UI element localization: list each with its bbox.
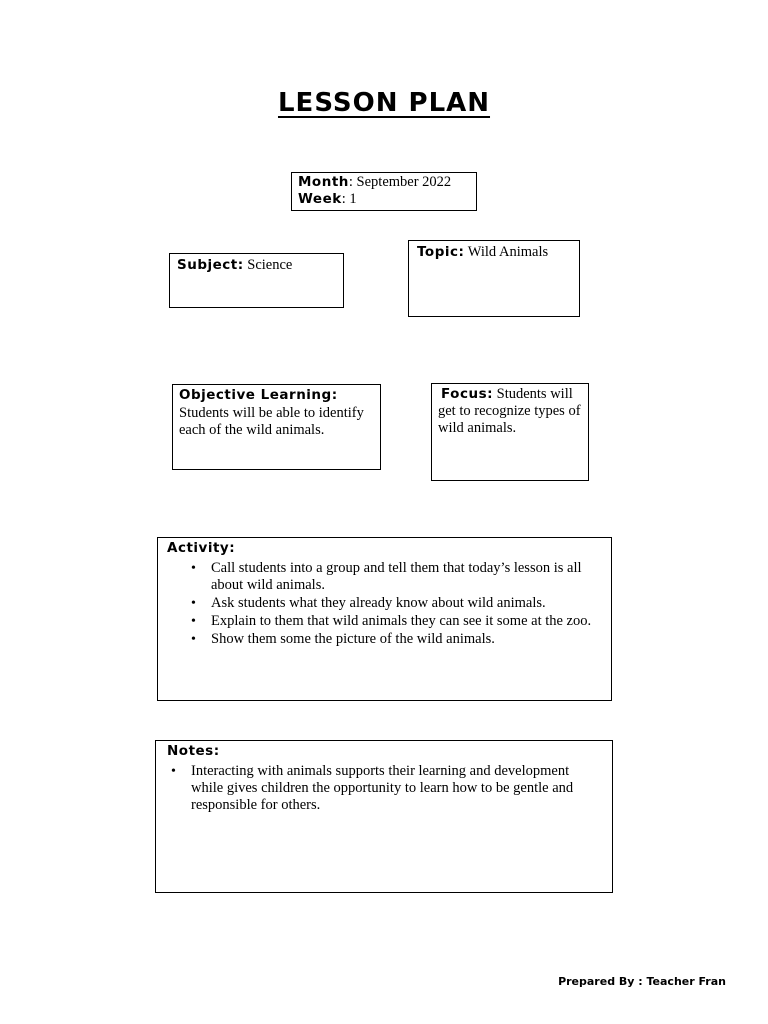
topic-label: Topic: [417, 244, 465, 260]
notes-label: Notes: [167, 743, 220, 759]
activity-item: • Explain to them that wild animals they can see it some at the zoo. [187, 613, 602, 630]
page-title-text: LESSON PLAN [277, 88, 491, 118]
notes-item: • Interacting with animals supports their learning and development while gives children the opportunity to learn how to be gentle and responsible for others. [167, 763, 601, 814]
activity-label: Activity: [167, 540, 236, 556]
month-line [298, 174, 470, 191]
subject-label: Subject: [177, 257, 244, 273]
subject-value: Science [243, 257, 293, 273]
month-label: Month [298, 174, 349, 190]
week-line [298, 191, 470, 208]
objective-box [172, 384, 381, 470]
topic-value: Wild Animals [464, 244, 549, 260]
subject-box [169, 253, 344, 308]
notes-list [167, 763, 601, 814]
page-title [0, 88, 768, 118]
week-value: : 1 [341, 191, 357, 207]
notes-box [155, 740, 613, 893]
activity-box [157, 537, 612, 701]
month-value: : September 2022 [348, 174, 452, 190]
topic-box [408, 240, 580, 317]
focus-label: Focus: [441, 386, 493, 402]
activity-list [187, 560, 602, 648]
month-week-box [291, 172, 477, 211]
focus-text: Students will get to recognize types of wild animals. [438, 386, 581, 436]
focus-box [431, 383, 589, 481]
activity-item: • Ask students what they already know about wild animals. [187, 595, 602, 612]
activity-item: • Show them some the picture of the wild animals. [187, 631, 602, 648]
objective-label: Objective Learning: [179, 387, 338, 403]
activity-item: • Call students into a group and tell them that today’s lesson is all about wild animals. [187, 560, 602, 594]
week-label: Week [298, 191, 342, 207]
prepared-by: Prepared By : Teacher Fran [558, 975, 726, 988]
objective-text: Students will be able to identify each of the wild animals. [179, 405, 364, 438]
